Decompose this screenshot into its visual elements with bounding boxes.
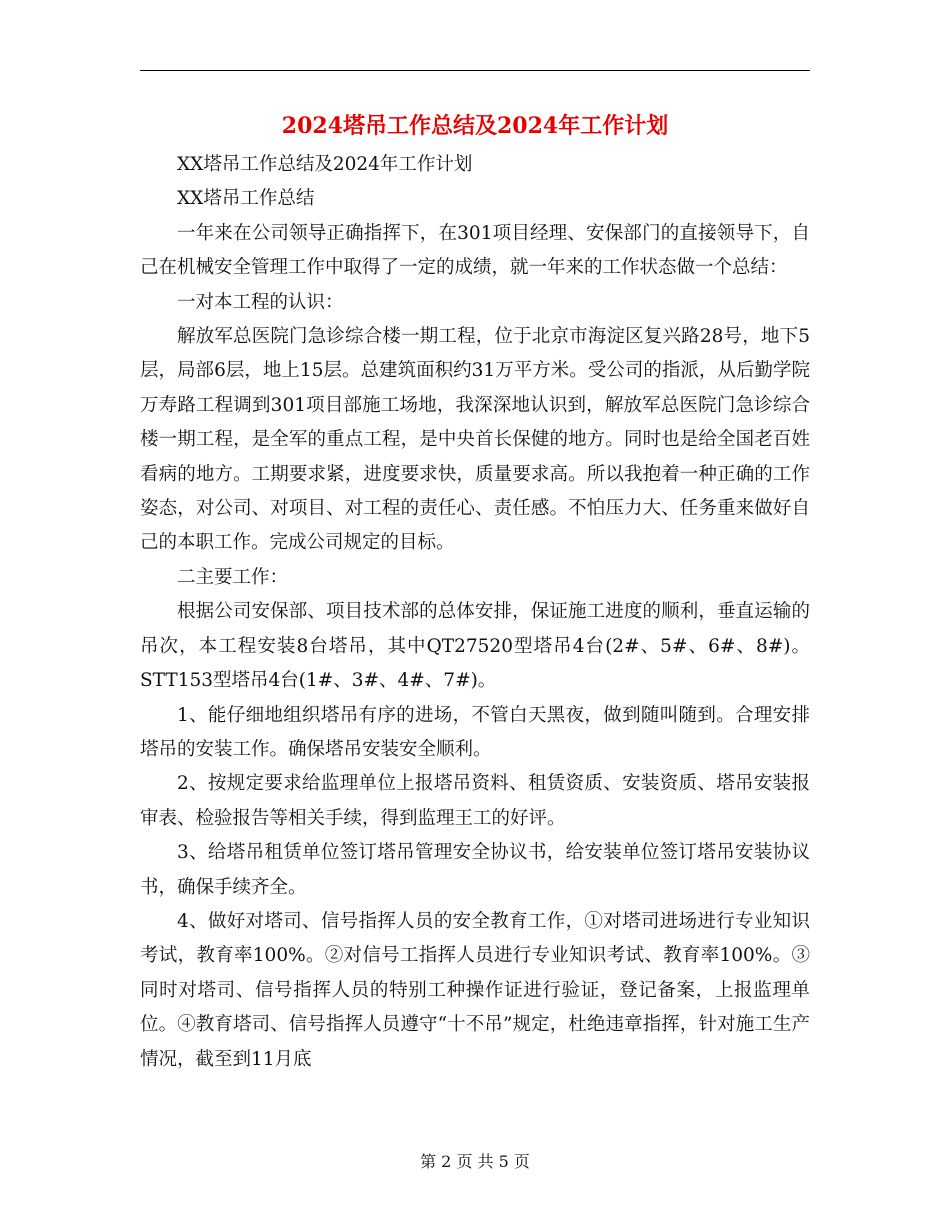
header-rule (140, 70, 810, 71)
paragraph: 一对本工程的认识： (177, 291, 344, 313)
document-body (140, 148, 810, 1077)
paragraph: 根据公司安保部、项目技术部的总体安排，保证施工进度的顺利，垂直运输的吊次，本工程安装8台塔吊，其中QT27520型塔吊4台(2#、5#、6#、8#)。STT153型塔吊4台(1#、3#、4#、7#)。 (140, 601, 810, 692)
paragraph: 二主要工作： (177, 566, 289, 588)
paragraph: XX塔吊工作总结及2024年工作计划 (177, 154, 473, 175)
paragraph: XX塔吊工作总结 (177, 188, 315, 210)
paragraph: 4、做好对塔司、信号指挥人员的安全教育工作，①对塔司进场进行专业知识考试，教育率100%。②对信号工指挥人员进行专业知识考试、教育率100%。③同时对塔司、信号指挥人员的特别工种操作证进行验证，登记备案，上报监理单位。④教育塔司、信号指挥人员遵守“十不吊”规定，杜绝违章指挥，针对施工生产情况，截至到11月底 (140, 910, 810, 1070)
paragraph: 2、按规定要求给监理单位上报塔吊资料、租赁资质、安装资质、塔吊安装报审表、检验报告等相关手续，得到监理王工的好评。 (140, 773, 810, 829)
document-title: 2024塔吊工作总结及2024年工作计划 (281, 113, 669, 139)
paragraph: 一年来在公司领导正确指挥下，在301项目经理、安保部门的直接领导下，自己在机械安全管理工作中取得了一定的成绩，就一年来的工作状态做一个总结： (140, 222, 810, 279)
paragraph: 1、能仔细地组织塔吊有序的进场，不管白天黑夜，做到随叫随到。合理安排塔吊的安装工作。确保塔吊安装安全顺利。 (140, 704, 810, 760)
paragraph: 解放军总医院门急诊综合楼一期工程，位于北京市海淀区复兴路28号，地下5层，局部6层，地上15层。总建筑面积约31万平方米。受公司的指派，从后勤学院万寿路工程调到301项目部施工场地，我深深地认识到，解放军总医院门急诊综合楼一期工程，是全军的重点工程，是中央首长保健的地方。同时也是给全国老百姓看病的地方。工期要求紧，进度要求快，质量要求高。所以我抱着一种正确的工作姿态，对公司、对项目、对工程的责任心、责任感。不怕压力大、任务重来做好自己的本职工作。完成公司规定的目标。 (140, 326, 810, 554)
paragraph: 3、给塔吊租赁单位签订塔吊管理安全协议书，给安装单位签订塔吊安装协议书，确保手续齐全。 (140, 842, 810, 898)
page-number-footer: 第 2 页 共 5 页 (420, 1152, 530, 1171)
